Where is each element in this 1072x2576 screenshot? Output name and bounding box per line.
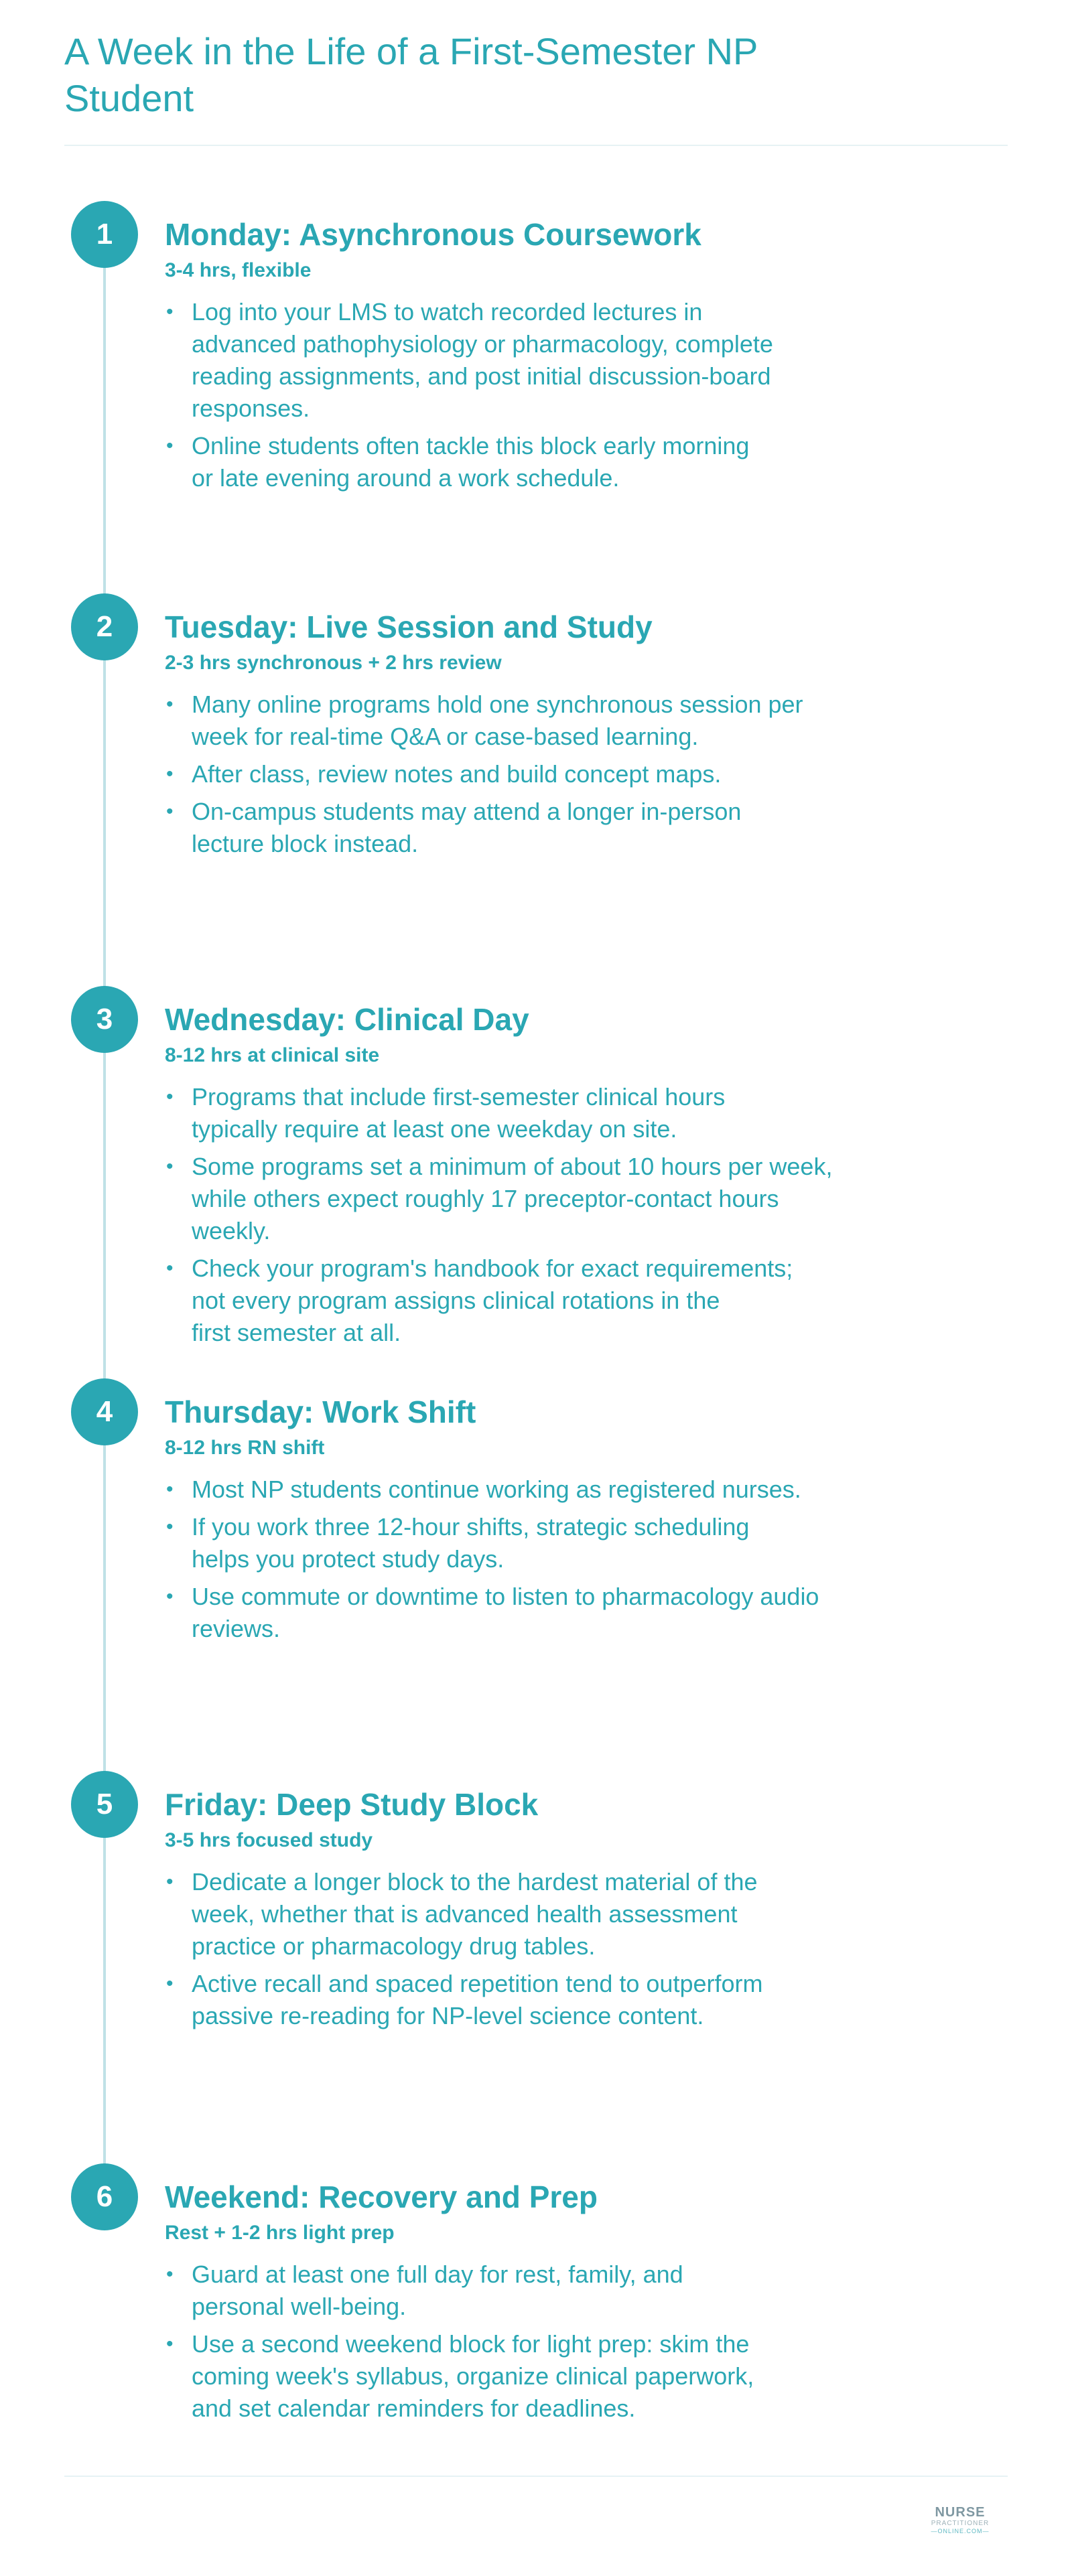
list-item <box>165 689 888 753</box>
list-item <box>165 1081 888 1145</box>
logo-subline: PRACTITIONER <box>931 2520 990 2527</box>
step-number-badge: 1 <box>71 201 138 268</box>
step-bullet-list <box>165 689 888 865</box>
step-time-estimate: 8-12 hrs RN shift <box>165 1437 325 1459</box>
step-number-badge: 2 <box>71 593 138 660</box>
bullet-icon: • <box>166 800 174 822</box>
bullet-icon: • <box>166 1585 174 1607</box>
step-number-badge: 5 <box>71 1771 138 1838</box>
step-bullet-list <box>165 1081 888 1354</box>
bullet-icon: • <box>166 2263 174 2285</box>
bullet-text-line: Programs that include first-semester clinical hours <box>192 1083 726 1111</box>
bullet-text-line: weekly. <box>192 1217 271 1244</box>
bullet-icon: • <box>166 1871 174 1893</box>
page-title-line: A Week in the Life of a First-Semester NP <box>64 30 758 72</box>
step-time-estimate: 3-4 hrs, flexible <box>165 259 312 281</box>
bullet-icon: • <box>166 1478 174 1500</box>
list-item <box>165 1866 888 1962</box>
bullet-icon: • <box>166 2333 174 2355</box>
bullet-icon: • <box>166 1155 174 1177</box>
step-number-badge: 6 <box>71 2163 138 2230</box>
list-item <box>165 1968 888 2032</box>
list-item <box>165 758 888 790</box>
bullet-text-line: reading assignments, and post initial discussion-board <box>192 362 771 390</box>
step-title: Monday: Asynchronous Coursework <box>165 217 701 252</box>
bullet-icon: • <box>166 1086 174 1108</box>
bullet-text-line: or late evening around a work schedule. <box>192 464 620 492</box>
step-number-badge: 4 <box>71 1378 138 1445</box>
step-bullet-list <box>165 1474 888 1650</box>
page-title-line: Student <box>64 77 194 119</box>
bullet-text-line: responses. <box>192 395 310 422</box>
bullet-text-line: not every program assigns clinical rotations in the <box>192 1287 720 1314</box>
timeline-line <box>103 233 106 2192</box>
step-bullet-list <box>165 1866 888 2037</box>
bullet-text-line: first semester at all. <box>192 1319 401 1346</box>
bullet-icon: • <box>166 693 174 715</box>
bullet-text-line: Use a second weekend block for light prep: skim the <box>192 2330 750 2358</box>
bullet-text-line: reviews. <box>192 1615 281 1642</box>
list-item <box>165 296 888 425</box>
step-time-estimate: Rest + 1-2 hrs light prep <box>165 2222 395 2244</box>
bullet-text-line: typically require at least one weekday on site. <box>192 1115 677 1143</box>
list-item <box>165 1253 888 1349</box>
bullet-text-line: Check your program's handbook for exact requirements; <box>192 1255 793 1282</box>
bullet-text-line: advanced pathophysiology or pharmacology, complete <box>192 330 773 358</box>
list-item <box>165 1581 888 1645</box>
step-number-badge: 3 <box>71 986 138 1053</box>
step-bullet-list <box>165 2259 888 2430</box>
bullet-text-line: Most NP students continue working as registered nurses. <box>192 1476 801 1503</box>
bullet-text-line: coming week's syllabus, organize clinical paperwork, <box>192 2362 754 2390</box>
step-title: Weekend: Recovery and Prep <box>165 2179 598 2214</box>
bullet-text-line: Online students often tackle this block early morning <box>192 432 750 459</box>
step-title: Wednesday: Clinical Day <box>165 1002 529 1037</box>
bullet-text-line: helps you protect study days. <box>192 1545 505 1573</box>
bullet-text-line: Active recall and spaced repetition tend to outperform <box>192 1970 763 1997</box>
step-time-estimate: 3-5 hrs focused study <box>165 1829 373 1851</box>
step-time-estimate: 8-12 hrs at clinical site <box>165 1044 380 1066</box>
bullet-icon: • <box>166 435 174 457</box>
step-bullet-list <box>165 296 888 500</box>
step-time-estimate: 2-3 hrs synchronous + 2 hrs review <box>165 652 502 674</box>
bullet-text-line: Dedicate a longer block to the hardest material of the <box>192 1868 758 1895</box>
bullet-text-line: practice or pharmacology drug tables. <box>192 1932 596 1960</box>
footer-divider <box>64 2476 1008 2477</box>
bullet-icon: • <box>166 301 174 323</box>
site-logo <box>923 2505 997 2545</box>
bullet-text-line: passive re-reading for NP-level science content. <box>192 2002 704 2029</box>
bullet-text-line: while others expect roughly 17 preceptor-contact hours <box>192 1185 779 1212</box>
header-divider <box>64 145 1008 146</box>
bullet-text-line: lecture block instead. <box>192 830 419 857</box>
bullet-icon: • <box>166 1257 174 1279</box>
bullet-text-line: week, whether that is advanced health assessment <box>192 1900 738 1928</box>
logo-domain: —ONLINE.COM— <box>931 2528 990 2534</box>
step-title: Thursday: Work Shift <box>165 1394 476 1429</box>
page-title <box>64 28 868 122</box>
list-item <box>165 1474 888 1506</box>
list-item <box>165 796 888 860</box>
step-title: Friday: Deep Study Block <box>165 1787 539 1822</box>
list-item <box>165 2259 888 2323</box>
bullet-text-line: Guard at least one full day for rest, family, and <box>192 2261 683 2288</box>
logo-wordmark: NURSE <box>935 2505 986 2520</box>
bullet-text-line: and set calendar reminders for deadlines. <box>192 2394 636 2422</box>
bullet-icon: • <box>166 1516 174 1538</box>
bullet-text-line: Use commute or downtime to listen to pharmacology audio <box>192 1583 819 1610</box>
bullet-icon: • <box>166 763 174 785</box>
bullet-text-line: personal well-being. <box>192 2293 407 2320</box>
list-item <box>165 430 888 494</box>
list-item <box>165 1511 888 1575</box>
list-item <box>165 1151 888 1247</box>
bullet-text-line: If you work three 12-hour shifts, strategic scheduling <box>192 1513 750 1541</box>
step-title: Tuesday: Live Session and Study <box>165 610 653 644</box>
list-item <box>165 2328 888 2425</box>
bullet-text-line: After class, review notes and build concept maps. <box>192 760 722 788</box>
bullet-text-line: Log into your LMS to watch recorded lectures in <box>192 298 703 326</box>
bullet-text-line: Many online programs hold one synchronous session per <box>192 691 803 718</box>
bullet-text-line: Some programs set a minimum of about 10 hours per week, <box>192 1153 833 1180</box>
bullet-icon: • <box>166 1973 174 1995</box>
bullet-text-line: On-campus students may attend a longer in-person <box>192 798 742 825</box>
bullet-text-line: week for real-time Q&A or case-based learning. <box>192 723 699 750</box>
